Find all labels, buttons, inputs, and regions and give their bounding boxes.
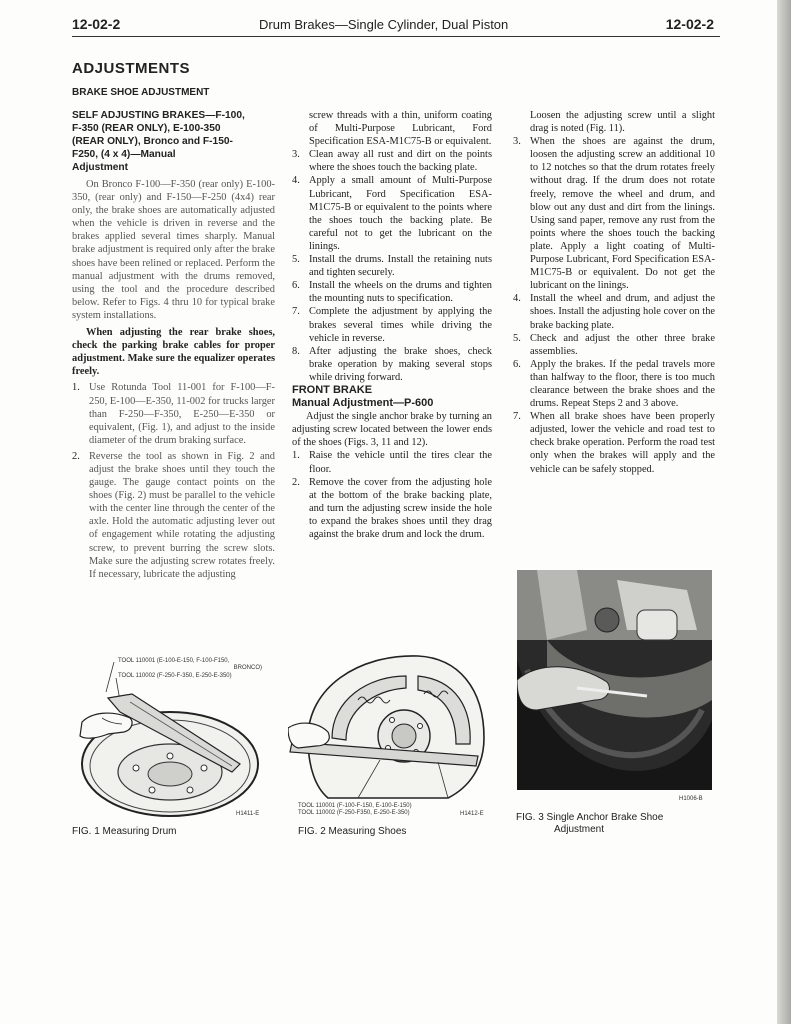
- page-number-right: 12-02-2: [665, 16, 714, 32]
- step-number: 3.: [513, 136, 521, 148]
- step-item: [292, 148, 492, 174]
- manual-steps: [292, 449, 492, 541]
- step-item: [292, 253, 492, 279]
- step-item: [292, 476, 492, 541]
- step-text: After adjusting the brake shoes, check brake operation by making several stops while driving forward.: [309, 345, 492, 383]
- step-item: [513, 410, 715, 475]
- col3-continuation: Loosen the adjusting screw until a slight drag is noted (Fig. 11).: [530, 110, 715, 135]
- step-item: [292, 174, 492, 253]
- step-text: When the shoes are against the drum, loosen the adjusting screw an additional 10 to 12 notches so that the drum rotates freely without drag. If the drum does not rotate freely, remove the wheel and drum, and blow out any dust and dirt from the linings. Using sand paper, remove any rust from the points where the shoes touch the backing plate. Apply a light coating of Multi-Purpose Lubricant, Ford Specification ESA-M1C75-B or equivalent. Do not get the lubricant on the linings.: [530, 136, 715, 292]
- fig1-drum-illustration: [72, 652, 282, 822]
- col1-steps: [72, 381, 275, 580]
- step-text: Install the wheels on the drums and tighten the mounting nuts to specification.: [309, 280, 492, 305]
- step-number: 1.: [292, 450, 300, 462]
- subsection-title: BRAKE SHOE ADJUSTMENT: [72, 87, 210, 98]
- step-item: [292, 305, 492, 344]
- step-item: [292, 449, 492, 475]
- step-number: 2.: [72, 450, 80, 462]
- col2-steps: [292, 148, 492, 384]
- fig1-caption: FIG. 1 Measuring Drum: [72, 826, 177, 837]
- step-item: [513, 135, 715, 292]
- header-title: Drum Brakes—Single Cylinder, Dual Piston: [259, 17, 509, 32]
- step-text: Complete the adjustment by applying the brakes several times while driving the vehicle in reverse.: [309, 306, 492, 344]
- col1-heading-line: F-350 (REAR ONLY), E-100-350: [72, 123, 221, 134]
- step-text: Clean away all rust and dirt on the points where the shoes touch the backing plate.: [309, 149, 492, 174]
- page-edge: [777, 0, 791, 1024]
- step-text: Use Rotunda Tool 11-001 for F-100—F-250, E-100—E-350, 11-002 for trucks larger than F-250—F-350, E-250—E-350 or equivalent, (Fig. 1), and adjust to the inside diameter of the drum braking surface.: [89, 382, 275, 446]
- step-text: Apply the brakes. If the pedal travels more than halfway to the floor, there is too much clearance between the brake shoes and the drums. Repeat Steps 2 and 3 above.: [530, 358, 715, 410]
- step-item: [292, 279, 492, 305]
- step-text: Install the wheel and drum, and adjust the shoes. Install the adjusting hole cover on the brake backing plate.: [530, 293, 715, 331]
- col2-continuation: screw threads with a thin, uniform coating of Multi-Purpose Lubricant, Ford Specification ESA-M1C75-B or equivalent.: [309, 110, 492, 148]
- fig2-caption: FIG. 2 Measuring Shoes: [298, 826, 407, 837]
- col1-heading-line: F250, (4 x 4)—Manual: [72, 149, 176, 160]
- fig1-tool-line: BRONCO): [233, 665, 262, 672]
- fig1-tool-line: TOOL 110001 (E-100-E-150, F-100-F150,: [118, 658, 230, 664]
- step-text: Raise the vehicle until the tires clear the floor.: [309, 450, 492, 475]
- step-number: 4.: [513, 293, 521, 305]
- fig2-code: H1412-E: [460, 811, 484, 817]
- column-2: [292, 109, 492, 541]
- page-number-left: 12-02-2: [72, 16, 121, 32]
- step-number: 4.: [292, 175, 300, 187]
- step-item: [72, 381, 275, 446]
- step-text: Install the drums. Install the retaining nuts and tighten securely.: [309, 254, 492, 279]
- column-1: [72, 109, 275, 581]
- col1-heading-line: Adjustment: [72, 162, 129, 173]
- fig3-caption-line: Adjustment: [554, 824, 605, 835]
- manual-adjustment-heading: Manual Adjustment—P-600: [292, 397, 434, 410]
- step-number: 2.: [292, 476, 300, 488]
- fig1-tool-line: TOOL 110002 (F-250-F-350, E-250-E-350): [118, 672, 232, 679]
- fig3-brake-photo: [517, 570, 712, 790]
- step-item: [513, 332, 715, 358]
- col1-intro-paragraph: On Bronco F-100—F-350 (rear only) E-100-350, (rear only) and F-150—F-250 (4x4) rear only, the brake shoes are automatically adjusted when the vehicle is driven in reverse and the brakes applied several times sharply. Manual brake adjustment is required only after the brake shoes have been relined or replaced. Perform the manual adjustment with the drums removed, using the tool and the procedure described below. Refer to Figs. 4 thru 10 for typical brake system installations.: [72, 179, 275, 321]
- step-item: [513, 292, 715, 331]
- col1-heading-line: (REAR ONLY), Bronco and F-150-: [72, 136, 233, 147]
- fig2-tool-line: TOOL 110002 (F-250-F350, E-250-E-350): [298, 810, 410, 817]
- step-number: 3.: [292, 149, 300, 161]
- fig3-caption-line: FIG. 3 Single Anchor Brake Shoe: [516, 812, 664, 823]
- step-item: [72, 450, 275, 581]
- step-number: 6.: [513, 358, 521, 370]
- col3-steps: [513, 135, 715, 475]
- step-text: Remove the cover from the adjusting hole at the bottom of the brake backing plate, and turn the adjusting screw inside the hole to expand the brakes shoes until they drag against the brake drum and lock the drum.: [309, 476, 492, 540]
- step-text: Check and adjust the other three brake assemblies.: [530, 332, 715, 357]
- step-text: Apply a small amount of Multi-Purpose Lubricant, Ford Specification ESA-M1C75-B or equivalent to the points where the shoes touch the backing plate. Be careful not to get the lubricant on the linings.: [309, 175, 492, 252]
- fig1-code: H1411-E: [236, 811, 260, 817]
- step-item: [513, 358, 715, 410]
- step-number: 6.: [292, 280, 300, 292]
- column-3: [513, 109, 715, 476]
- fig3-caption: [516, 812, 663, 836]
- step-text: When all brake shoes have been properly adjusted, lower the vehicle and road test to check brake operation. Perform the road test only when the brakes will apply and the vehicle can be safely stopped.: [530, 411, 715, 475]
- step-number: 1.: [72, 382, 80, 394]
- step-number: 5.: [513, 332, 521, 344]
- step-number: 7.: [292, 306, 300, 318]
- col1-note-paragraph: When adjusting the rear brake shoes, check the parking brake cables for proper adjustment. Make sure the equalizer operates freely.: [72, 327, 275, 378]
- section-title: ADJUSTMENTS: [72, 60, 191, 77]
- manual-intro: Adjust the single anchor brake by turning an adjusting screw located between the lower ends of the shoes (Figs. 3, 11 and 12).: [292, 411, 492, 449]
- col1-heading-line: SELF ADJUSTING BRAKES—F-100,: [72, 110, 245, 121]
- step-number: 7.: [513, 411, 521, 423]
- step-text: Reverse the tool as shown in Fig. 2 and adjust the brake shoes until they touch the gauge. The gauge contact points on the shoes (Fig. 2) must be parallel to the vehicle with the center line through the center of the axle. Hold the automatic adjusting lever out of engagement while rotating the adjusting screw, to prevent burring the screw slots. Make sure the adjusting screw rotates freely. If necessary, lubricate the adjusting: [89, 450, 275, 580]
- fig2-tool-line: TOOL 110001 (F-100-F-150, E-100-E-150): [298, 803, 412, 809]
- step-number: 8.: [292, 345, 300, 357]
- page-header: [72, 14, 720, 37]
- fig2-shoes-illustration: [288, 648, 488, 808]
- step-item: [292, 345, 492, 384]
- fig2-tool-labels: [298, 803, 468, 818]
- step-number: 5.: [292, 254, 300, 266]
- fig3-code: H1006-B: [679, 796, 703, 802]
- front-brake-heading: FRONT BRAKE: [292, 383, 373, 396]
